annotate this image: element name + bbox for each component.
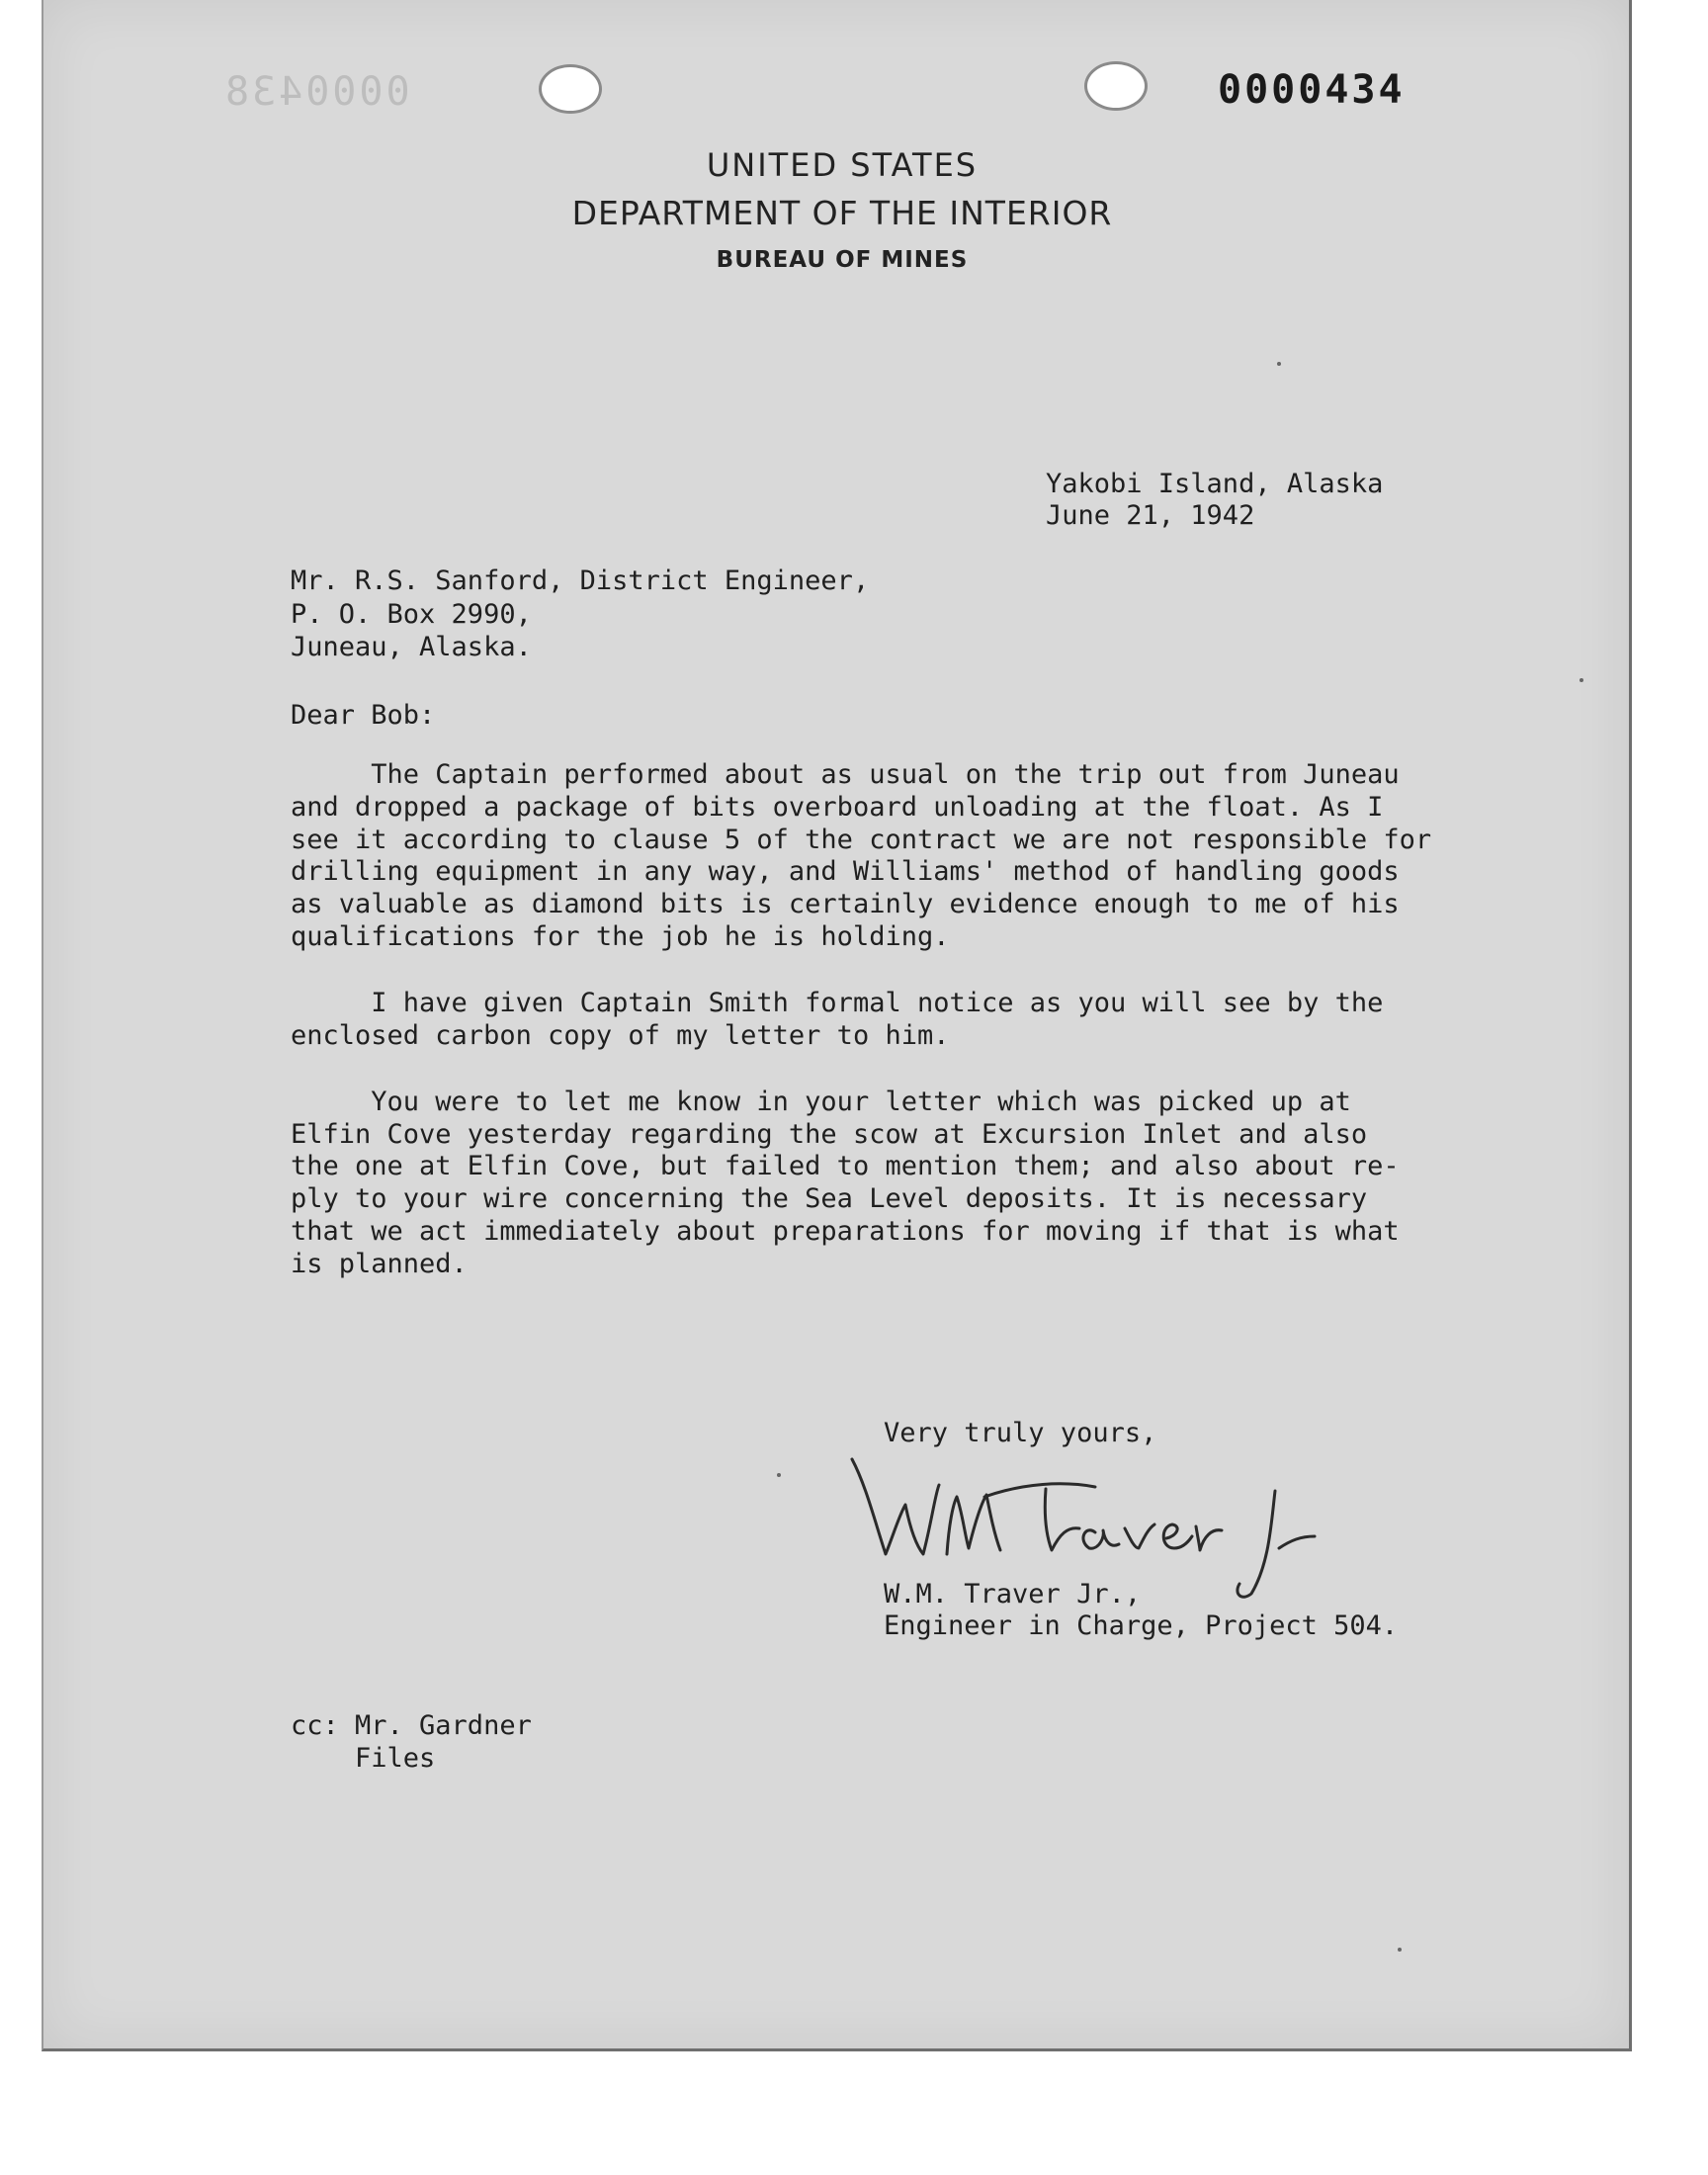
cc-line: Files — [291, 1743, 436, 1774]
body-line: qualifications for the job he is holding. — [291, 921, 950, 952]
cc-line: cc: Mr. Gardner — [291, 1710, 532, 1741]
body-line: the one at Elfin Cove, but failed to mention them; and also about re- — [291, 1151, 1400, 1181]
address-line: Juneau, Alaska. — [291, 632, 532, 662]
closing: Very truly yours, — [884, 1418, 1157, 1448]
letterhead-line-3: BUREAU OF MINES — [716, 247, 969, 273]
punch-hole-left — [539, 64, 602, 114]
date-line: June 21, 1942 — [1046, 500, 1255, 531]
letterhead-line-1: UNITED STATES — [706, 146, 979, 184]
ghost-document-number: 0000438 — [222, 69, 410, 115]
body-line: You were to let me know in your letter which was picked up at — [291, 1087, 1351, 1117]
body-line: ply to your wire concerning the Sea Level deposits. It is necessary — [291, 1183, 1368, 1214]
salutation: Dear Bob: — [291, 700, 436, 731]
paper-speck — [777, 1473, 781, 1477]
paper-speck — [1277, 362, 1281, 366]
place-line: Yakobi Island, Alaska — [1046, 469, 1384, 499]
body-line: see it according to clause 5 of the contract we are not responsible for — [291, 825, 1432, 855]
punch-hole-right — [1084, 61, 1148, 111]
body-line: as valuable as diamond bits is certainly evidence enough to me of his — [291, 889, 1400, 919]
address-line: P. O. Box 2990, — [291, 599, 532, 630]
letterhead-line-2: DEPARTMENT OF THE INTERIOR — [571, 194, 1113, 232]
paper-speck — [1398, 1948, 1402, 1952]
paper-speck — [1580, 678, 1583, 682]
body-line: is planned. — [291, 1249, 468, 1279]
body-line: drilling equipment in any way, and Williams' method of handling goods — [291, 856, 1400, 887]
body-line: The Captain performed about as usual on the trip out from Juneau — [291, 759, 1400, 790]
signer-title: Engineer in Charge, Project 504. — [884, 1610, 1399, 1641]
address-line: Mr. R.S. Sanford, District Engineer, — [291, 566, 870, 596]
document-number: 0000434 — [1218, 67, 1406, 113]
body-line: that we act immediately about preparations for moving if that is what — [291, 1216, 1400, 1247]
body-line: I have given Captain Smith formal notice as you will see by the — [291, 988, 1384, 1018]
body-line: enclosed carbon copy of my letter to him. — [291, 1020, 950, 1051]
body-line: Elfin Cove yesterday regarding the scow at Excursion Inlet and also — [291, 1119, 1368, 1150]
signer-name: W.M. Traver Jr., — [884, 1579, 1142, 1610]
body-line: and dropped a package of bits overboard unloading at the float. As I — [291, 792, 1384, 823]
